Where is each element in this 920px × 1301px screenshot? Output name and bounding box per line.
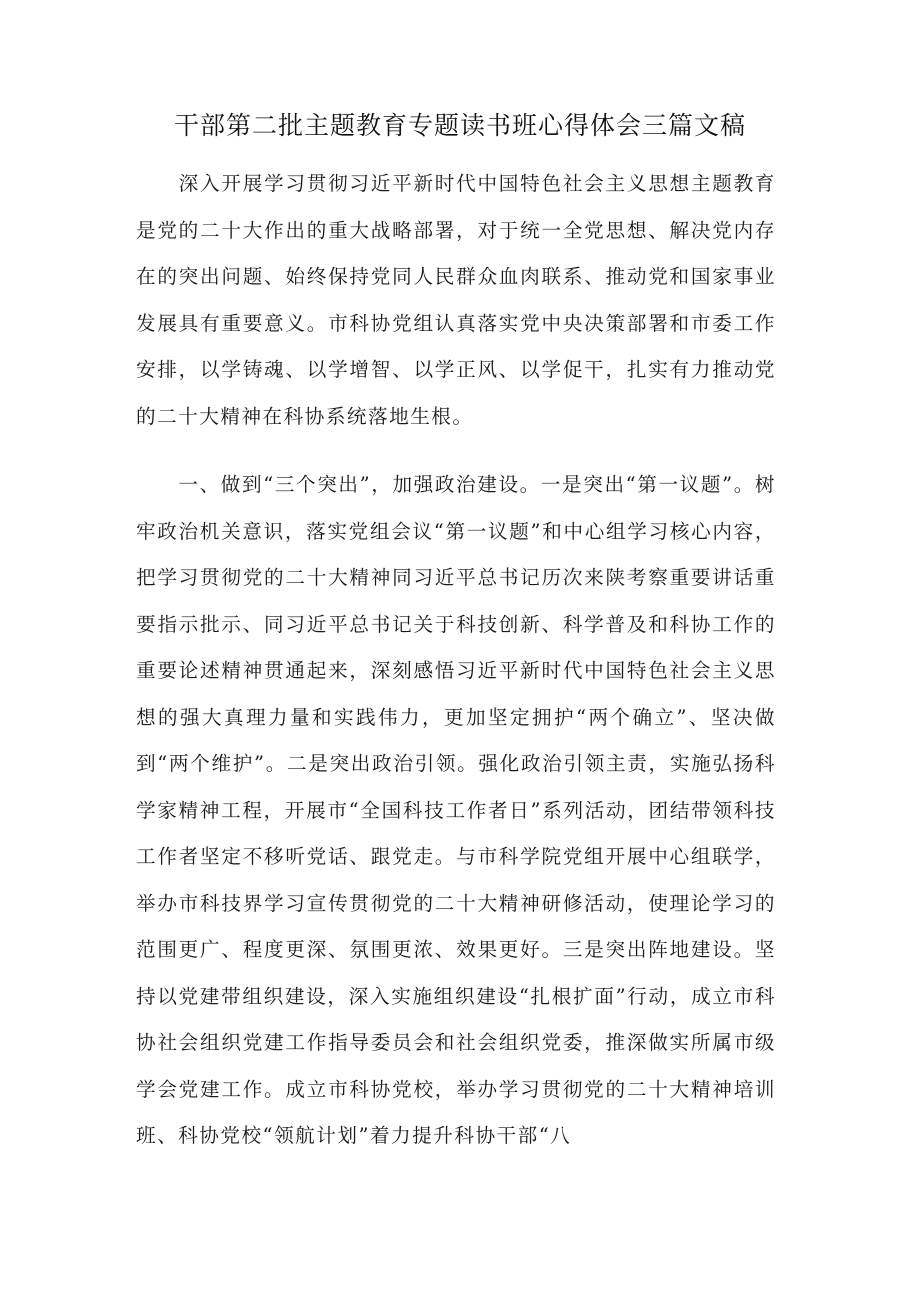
document-title: 干部第二批主题教育专题读书班心得体会三篇文稿: [173, 111, 746, 140]
paragraph-section-1: 一、做到“三个突出”，加强政治建设。一是突出“第一议题”。树牢政治机关意识，落实党组会议“第一议题”和中心组学习核心内容，把学习贯彻党的二十大精神同习近平总书记历次来陕考察重要讲话重要指示批示、同习近平总书记关于科技创新、科学普及和科协工作的重要论述精神贯通起来，深刻感悟习近平新时代中国特色社会主义思想的强大真理力量和实践伟力，更加坚定拥护“两个确立”、坚决做到“两个维护”。二是突出政治引领。强化政治引领主责，实施弘扬科学家精神工程，开展市“全国科技工作者日”系列活动，团结带领科技工作者坚定不移听党话、跟党走。与市科学院党组开展中心组联学，举办市科技界学习宣传贯彻党的二十大精神研修活动，使理论学习的范围更广、程度更深、氛围更浓、效果更好。三是突出阵地建设。坚持以党建带组织建设，深入实施组织建设“扎根扩面”行动，成立市科协社会组织党建工作指导委员会和社会组织党委，推深做实所属市级学会党建工作。成立市科协党校，举办学习贯彻党的二十大精神培训班、科协党校“领航计划”着力提升科协干部“八: [136, 473, 776, 1147]
paragraph-intro: 深入开展学习贯彻习近平新时代中国特色社会主义思想主题教育是党的二十大作出的重大战略部署，对于统一全党思想、解决党内存在的突出问题、始终保持党同人民群众血肉联系、推动党和国家事业发展具有重要意义。市科协党组认真落实党中央决策部署和市委工作安排，以学铸魂、以学增智、以学正风、以学促干，扎实有力推动党的二十大精神在科协系统落地生根。: [136, 172, 776, 428]
